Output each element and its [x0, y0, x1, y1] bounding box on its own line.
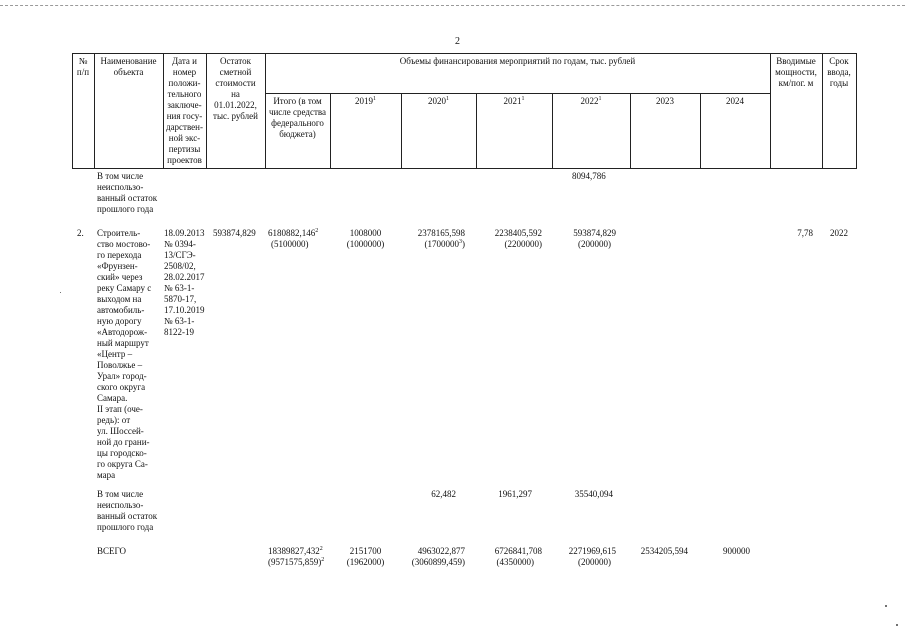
- row2-unused-2021: 1961,297: [498, 489, 532, 499]
- prev-unused-2022: 8094,786: [572, 171, 606, 181]
- scan-speck: [896, 624, 898, 626]
- page-number: 2: [455, 36, 460, 47]
- total-label: ВСЕГО: [97, 546, 126, 556]
- header-2021: 2021$^1$: [503, 96, 525, 106]
- total-2022: 2271969,615: [568, 546, 616, 556]
- total-2020: 4963022,877: [417, 546, 465, 556]
- row2-unused-2022: 35540,094: [574, 489, 613, 499]
- row2-2020-fed: (1700000$^3$): [424, 239, 465, 249]
- total-2019-fed: (1962000): [346, 557, 385, 567]
- prev-unused-label: В том числе неиспользо- ванный остаток прошлого года: [97, 171, 158, 214]
- row2-unused-2020: 62,482: [431, 489, 456, 499]
- scan-speck: [885, 605, 887, 607]
- row2-term: 2022: [830, 228, 848, 238]
- row2-total: 6180882,146$^2$: [268, 228, 319, 238]
- total-2021-fed: (4350000): [496, 557, 534, 567]
- header-term: Срок ввода, годы: [827, 56, 851, 88]
- header-name: Наименование объекта: [100, 56, 157, 77]
- header-2020: 2020$^1$: [428, 96, 449, 106]
- header-2023: 2023: [656, 96, 674, 106]
- total-total: 18389827,432$^2$: [268, 546, 323, 556]
- row2-name: Строитель- ство мостово- го перехода «Фрунзен- ский» через реку Самару с выходом на автомобиль- ную дорогу «Автодорож- ный маршрут «Центр – Поволжье – Урал» город- ского округа Самара. II этап (оче- редь): от ул. Шоссей- ной до грани- цы городско- го округа Са- мара: [97, 228, 152, 480]
- scan-speck: [60, 292, 61, 293]
- row2-2021-fed: (2200000): [504, 239, 542, 249]
- header-2022: 2022$^1$: [580, 96, 602, 106]
- row2-2019-fed: (1000000): [346, 239, 385, 249]
- header-remainder: Остаток сметной стоимости на 01.01.2022, тыс. рублей: [213, 56, 258, 121]
- total-2022-fed: (200000): [578, 557, 611, 567]
- row2-2020: 2378165,598: [417, 228, 465, 238]
- header-volumes: Объемы финансирования мероприятий по годам, тыс. рублей: [399, 56, 636, 66]
- row2-2021: 2238405,592: [494, 228, 542, 238]
- header-expertise-date: Дата и номер положи- тельного заключе- ния госу- дарствен- ной экс- пертизы проектов: [165, 56, 203, 165]
- header-num: № п/п: [76, 56, 90, 77]
- row2-capacity: 7,78: [797, 228, 813, 238]
- row2-unused-label: В том числе неиспользо- ванный остаток прошлого года: [97, 489, 158, 532]
- row2-2022-fed: (200000): [578, 239, 611, 249]
- row2-total-fed: (5100000): [271, 239, 309, 249]
- header-total: Итого (в том числе средства федерального бюджета): [268, 96, 327, 139]
- total-2020-fed: (3060899,459): [411, 557, 465, 567]
- total-total-fed: $(9571575,859)^2$: [268, 557, 325, 567]
- total-2019: 2151700: [349, 546, 382, 556]
- header-2019: 2019$^1$: [355, 96, 376, 106]
- total-2024: 900000: [723, 546, 750, 556]
- row2-remainder: 593874,829: [213, 228, 256, 238]
- total-2023: 2534205,594: [640, 546, 688, 556]
- row2-expertise-date: 18.09.2013 № 0394- 13/СГЭ- 2508/02, 28.02.2017 № 63-1- 5870-17, 17.10.2019 № 63-1- 8122-19: [164, 228, 205, 337]
- total-2021: 6726841,708: [494, 546, 542, 556]
- header-2024: 2024: [726, 96, 744, 106]
- header-capacity: Вводимые мощности, км/пог. м: [775, 56, 817, 88]
- row2-2022: 593874,829: [573, 228, 616, 238]
- row2-num: 2.: [77, 228, 84, 238]
- row2-2019: 1008000: [349, 228, 382, 238]
- page-top-edge: [0, 5, 905, 6]
